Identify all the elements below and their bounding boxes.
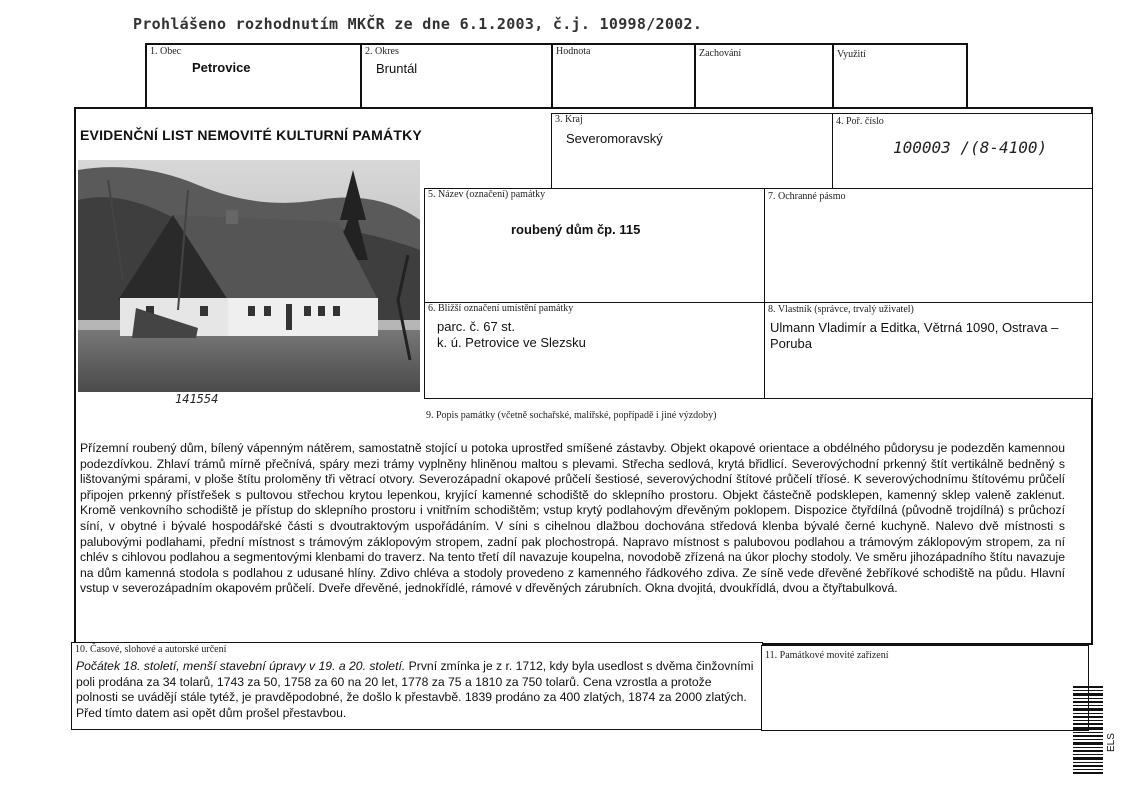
- field-okres: [360, 43, 553, 115]
- barcode-icon: [1071, 686, 1119, 774]
- house-photo: [78, 160, 420, 392]
- field-umisteni: [424, 302, 766, 399]
- barcode-text: ELS: [1106, 733, 1117, 752]
- nazev-label: 5. Název (označení) památky: [428, 189, 546, 200]
- vlastnik-label: 8. Vlastník (správce, trvalý uživatel): [768, 304, 914, 315]
- pasmo-label: 7. Ochranné pásmo: [768, 191, 846, 202]
- kraj-value: Severomoravský: [566, 131, 663, 146]
- por-cislo-value: 100003 /(8-4100): [893, 138, 1048, 157]
- field-pasmo: [764, 188, 1093, 304]
- casove-italic: Počátek 18. století, menší stavební úpravy v 19. a 20. století.: [76, 659, 406, 673]
- casove-body: První zmínka je z r. 1712, kdy byla usedlost s dvěma činžovními poli prodána za 34 tolarů, 1743 za 50, 1758 za 60 na 20 let, 1778 za 75 a 1810 za 750 tolarů. Cena vzrostla a protože polnosti se uvádějí stále tytéž, je pravděpodobné, že došlo k přestavbě. 1839 prodáno za 400 zlatých, 1874 za 2000 zlatých. Před tímto datem asi opět dům prošel přestavbou.: [76, 659, 754, 720]
- umisteni-line1: parc. č. 67 st.: [437, 319, 516, 334]
- field-nazev: [424, 188, 766, 304]
- form-title: EVIDENČNÍ LIST NEMOVITÉ KULTURNÍ PAMÁTKY: [80, 127, 422, 143]
- nazev-value: roubený dům čp. 115: [511, 222, 641, 237]
- umisteni-line2: k. ú. Petrovice ve Slezsku: [437, 335, 586, 350]
- hodnota-label: Hodnota: [556, 46, 591, 57]
- popis-label: 9. Popis památky (včetně sochařské, malířské, popřípadě i jiné výzdoby): [426, 410, 717, 421]
- kraj-label: 3. Kraj: [555, 114, 583, 125]
- okres-value: Bruntál: [376, 61, 418, 76]
- field-vlastnik: [764, 302, 1093, 399]
- obec-label: 1. Obec: [150, 46, 182, 57]
- field-zachovani: [694, 43, 834, 115]
- umisteni-label: 6. Bližší označení umístění památky: [428, 303, 574, 314]
- photo-number: 141554: [175, 392, 219, 406]
- field-por-cislo: [832, 113, 1093, 192]
- field-obec: [145, 43, 362, 115]
- vlastnik-line1: Ulmann Vladimír a Editka, Větrná 1090, Ostrava –: [770, 320, 1059, 335]
- okres-label: 2. Okres: [365, 46, 399, 57]
- vlastnik-line2: Poruba: [770, 336, 812, 351]
- field-kraj: [551, 113, 834, 192]
- obec-value: Petrovice: [192, 60, 251, 75]
- vyuziti-label: Využití: [837, 49, 866, 60]
- por-cislo-label: 4. Poř. číslo: [836, 116, 884, 127]
- casove-label: 10. Časové, slohové a autorské určení: [75, 644, 227, 655]
- casove-text: [76, 659, 754, 721]
- declaration-stamp: Prohlášeno rozhodnutím MKČR ze dne 6.1.2003, č.j. 10998/2002.: [133, 15, 703, 33]
- field-vyuziti: [832, 43, 968, 115]
- field-hodnota: [551, 43, 696, 115]
- field-movite: [761, 645, 1089, 731]
- popis-text: Přízemní roubený dům, bílený vápenným nátěrem, samostatně stojící u potoka uprostřed smíšené zástavby. Objekt okapové orientace a obdélného půdorysu je podezděn kamennou podezdívkou. Zhlaví trámů mírně přečnívá, spáry mezi trámy vyplněny hliněnou maltou s plevami. Střecha sedlová, krytá břidlicí. Severovýchodní prkenný štít vertikálně bedněný s lištovanými spárami, v ploše štítu proloměny tři větrací otvory. Severozápadní okapové průčelí šestiosé, severovýchodní štítové průčelí tříosé. K severovýchodnímu štítovému průčelí připojen prkenný přístřešek s pultovou střechou krytou lepenkou, kryjící kamenné schodiště do sklepního prostoru. Objekt částečně podsklepen, kamenný sklep valeně zaklenut. Kromě venkovního schodiště je přístup do sklepního prostoru i vnitřním schodištěm; vstup krytý podlahovým dřevěným poklopem. Dispozice čtyřdílná (původně trojdílná) s průchozí síní, v obytné i bývalé hospodářské části s dvoutraktovým uspořádáním. V síni s cihelnou dlažbou dochována středová klenba bývalé černé kuchyně. Nalevo dvě místnosti s palubovými podlahami, přední místnost s trámovým záklopovým stropem, zadní pak plochostropá. Napravo místnost s palubovou podlahou a trámovým záklopovým stropem, za ní chlév s cihlovou podlahou a segmentovými klenbami do traverz. Na tento třetí díl navazuje koupelna, novodobě zřízená na úkor plochy stodoly. Ve směru jihozápadního štítu navazuje na dům kamenná stodola s podlahou z udusané hlíny. Zdivo chléva a stodoly provedeno z kamenného řádkového zdiva. Ze síně vede dřevěné žebříkové schodiště na půdu. Hlavní vstup v severozápadním okapovém průčelí. Dveře dřevěné, jednokřídlé, rámové v dřevěných zárubních. Okna dvojitá, dvoukřídlá, dvou a čtyřtabulková.: [80, 441, 1065, 596]
- movite-label: 11. Památkové movité zařízení: [765, 650, 889, 661]
- zachovani-label: Zachování: [699, 48, 742, 59]
